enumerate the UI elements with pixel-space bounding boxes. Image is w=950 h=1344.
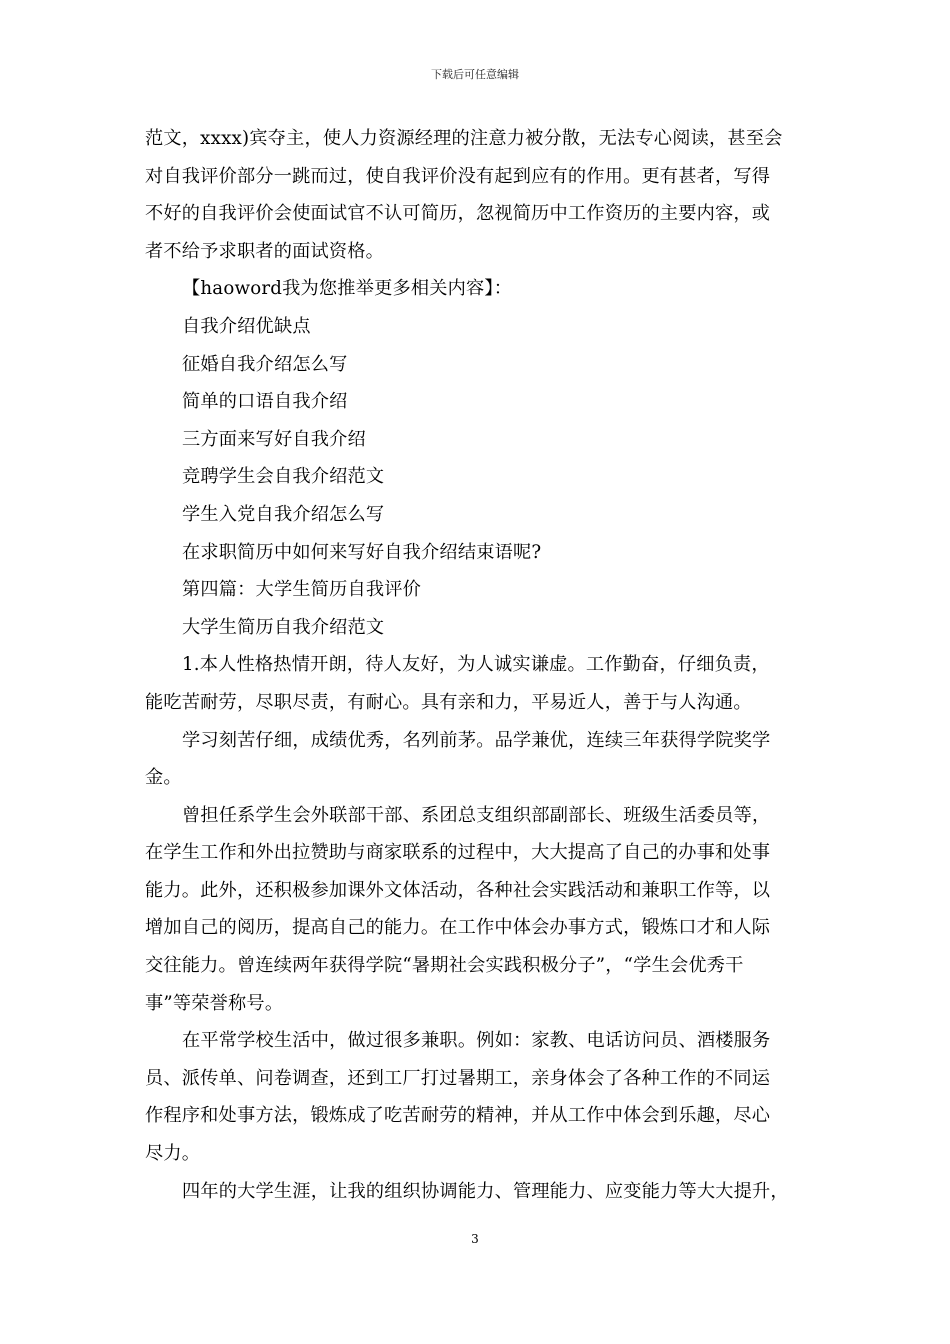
paragraph-line: 金。 (145, 767, 182, 789)
related-link[interactable]: 竞聘学生会自我介绍范文 (182, 466, 385, 488)
paragraph-line: 者不给予求职者的面试资格。 (145, 240, 385, 262)
related-link[interactable]: 简单的口语自我介绍 (182, 391, 348, 413)
related-link[interactable]: 征婚自我介绍怎么写 (182, 353, 348, 375)
paragraph-line: 作程序和处事方法，锻炼成了吃苦耐劳的精神，并从工作中体会到乐趣，尽心 (145, 1105, 771, 1127)
paragraph-line: 能吃苦耐劳，尽职尽责，有耐心。具有亲和力，平易近人，善于与人沟通。 (145, 691, 752, 713)
paragraph-line: 交往能力。曾连续两年获得学院“暑期社会实践积极分子”，“学生会优秀干 (145, 955, 744, 977)
related-link[interactable]: 三方面来写好自我介绍 (182, 428, 366, 450)
page-number: 3 (471, 1232, 479, 1246)
paragraph-line: 对自我评价部分一跳而过，使自我评价没有起到应有的作用。更有甚者，写得 (145, 165, 771, 187)
related-link[interactable]: 学生入党自我介绍怎么写 (182, 503, 385, 525)
paragraph-line: 学习刻苦仔细，成绩优秀，名列前茅。品学兼优，连续三年获得学院奖学 (182, 729, 771, 751)
related-link[interactable]: 自我介绍优缺点 (182, 315, 311, 337)
paragraph-line: 员、派传单、问卷调查，还到工厂打过暑期工，亲身体会了各种工作的不同运 (145, 1067, 771, 1089)
section-subtitle: 大学生简历自我介绍范文 (182, 616, 385, 638)
paragraph-line: 能力。此外，还积极参加课外文体活动，各种社会实践活动和兼职工作等，以 (145, 879, 771, 901)
paragraph-line: 四年的大学生涯，让我的组织协调能力、管理能力、应变能力等大大提升， (182, 1180, 789, 1202)
page-header: 下载后可任意编辑 (431, 68, 519, 81)
paragraph-line: 尽力。 (145, 1143, 201, 1165)
paragraph-line: 曾担任系学生会外联部干部、系团总支组织部副部长、班级生活委员等， (182, 804, 771, 826)
paragraph-line: 不好的自我评价会使面试官不认可简历，忽视简历中工作资历的主要内容，或 (145, 203, 771, 225)
paragraph-line: 在学生工作和外出拉赞助与商家联系的过程中，大大提高了自己的办事和处事 (145, 842, 771, 864)
paragraph-line: 范文，xxxx)宾夺主，使人力资源经理的注意力被分散，无法专心阅读，甚至会 (145, 128, 783, 149)
recommend-heading: 【haoword我为您推举更多相关内容】： (182, 278, 513, 300)
related-link[interactable]: 在求职简历中如何来写好自我介绍结束语呢? (182, 541, 542, 563)
paragraph-line: 在平常学校生活中，做过很多兼职。例如：家教、电话访问员、酒楼服务 (182, 1030, 771, 1052)
document-body (145, 120, 809, 1210)
paragraph-line: 1.本人性格热情开朗，待人友好，为人诚实谦虚。工作勤奋，仔细负责， (182, 654, 770, 676)
section-title: 第四篇：大学生简历自我评价 (182, 579, 422, 601)
paragraph-line: 增加自己的阅历，提高自己的能力。在工作中体会办事方式，锻炼口才和人际 (145, 917, 771, 939)
paragraph-line: 事”等荣誉称号。 (145, 992, 284, 1014)
